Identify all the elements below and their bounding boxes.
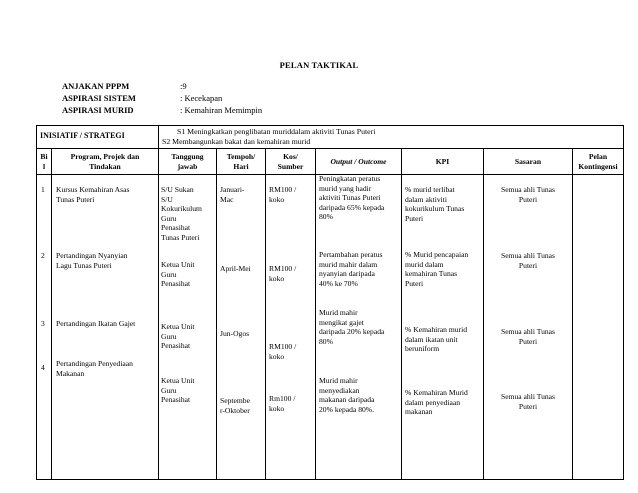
meta-label: ANJAKAN PPPM [62,81,130,91]
row-2-program: Pertandingan Nyanyian Lagu Tunas Puteri [56,251,128,270]
row-3-program: Pertandingan Ikatan Gajet [56,319,136,328]
col-divider [265,148,266,479]
col-divider [572,148,573,479]
col-divider [401,148,402,479]
row-2-output: Pertambahan peratus murid mahir dalam nyanyian daripada 40% ke 70% [319,250,383,288]
row-divider [37,148,623,149]
row-1-target: Semua ahli Tunas Puteri [500,185,555,204]
row-1-pic: S/U Sukan S/U Kokurikulum Guru Penasihat Tunas Puteri [161,185,202,242]
header-program: Program, Projek dan Tindakan [70,152,140,171]
row-2-target: Semua ahli Tunas Puteri [500,251,555,270]
page-title: PELAN TAKTIKAL [279,60,359,70]
meta-label: ASPIRASI SISTEM [62,93,136,103]
header-cost: Kos/ Sumber [277,152,304,171]
row-2-kpi: % Murid pencapaian murid dalam kemahiran Tunas Puteri [405,250,469,288]
row-1-time: Januari- Mac [220,185,245,204]
header-pic: Tanggung jawab [171,152,204,171]
col-divider [158,126,159,148]
tactical-plan-table [36,125,624,480]
row-4-kpi: % Kemahiran Murid dalam penyediaan makanan [405,388,468,417]
row-3-no: 3 [41,319,45,328]
meta-value: : Kecekapan [180,93,223,103]
col-divider [158,148,159,479]
row-1-kpi: % murid terlibat dalam aktiviti kokurikulum Tunas Puteri [405,185,465,223]
row-3-target: Semua ahli Tunas Puteri [500,327,555,346]
header-contingency: Pelan Kontingensi [578,152,618,171]
col-divider [216,148,217,479]
header-target: Sasaran [514,157,542,166]
row-4-output: Murid mahir menyediakan makanan daripada 20% kepada 80%. [319,376,375,414]
meta-value: : Kemahiran Memimpin [180,105,263,115]
row-2-cost: RM100 / koko [269,264,297,283]
row-4-program: Pertandingan Penyediaan Makanan [56,359,133,378]
row-2-time: April-Mei [220,264,251,273]
row-2-no: 2 [41,251,45,260]
initiative-strategy-2: S2 Membangunkan bakat dan kemahiran murid [162,137,311,146]
row-3-cost: RM100 / koko [269,342,297,361]
header-bil: Bi l [40,152,48,171]
row-2-pic: Ketua Unit Guru Penasihat [161,260,195,289]
row-3-pic: Ketua Unit Guru Penasihat [161,322,195,351]
row-4-cost: Rm100 / koko [269,394,296,413]
row-3-kpi: % Kemahiran murid dalam ikatan unit beruniform [405,325,467,354]
row-1-cost: RM100 / koko [269,185,297,204]
col-divider [315,148,316,479]
header-output: Output / Outcome [330,157,387,166]
row-1-no: 1 [41,185,45,194]
header-time: Tempoh/ Hari [226,152,256,171]
row-3-time: Jun-Ogos [220,329,250,338]
col-divider [51,148,52,479]
initiative-label: INISIATIF / STRATEGI [40,131,125,140]
initiative-strategy-1: S1 Meningkatkan penglibatan muriddalam aktiviti Tunas Puteri [177,127,376,136]
row-1-program: Kursus Kemahiran Asas Tunas Puteri [56,185,130,204]
header-kpi: KPI [435,157,450,166]
row-4-time: Septembe r-Oktober [220,396,250,415]
meta-label: ASPIRASI MURID [62,105,134,115]
meta-value: :9 [180,81,187,91]
row-1-output: Peningkatan peratus murid yang hadir aktiviti Tunas Puteri daripada 65% kepada 80% [319,174,385,222]
row-4-pic: Ketua Unit Guru Penasihat [161,376,195,405]
row-4-target: Semua ahli Tunas Puteri [500,392,555,411]
row-4-no: 4 [41,363,45,372]
row-3-output: Murid mahir mengikat gajet daripada 20% kepada 80% [319,308,385,346]
